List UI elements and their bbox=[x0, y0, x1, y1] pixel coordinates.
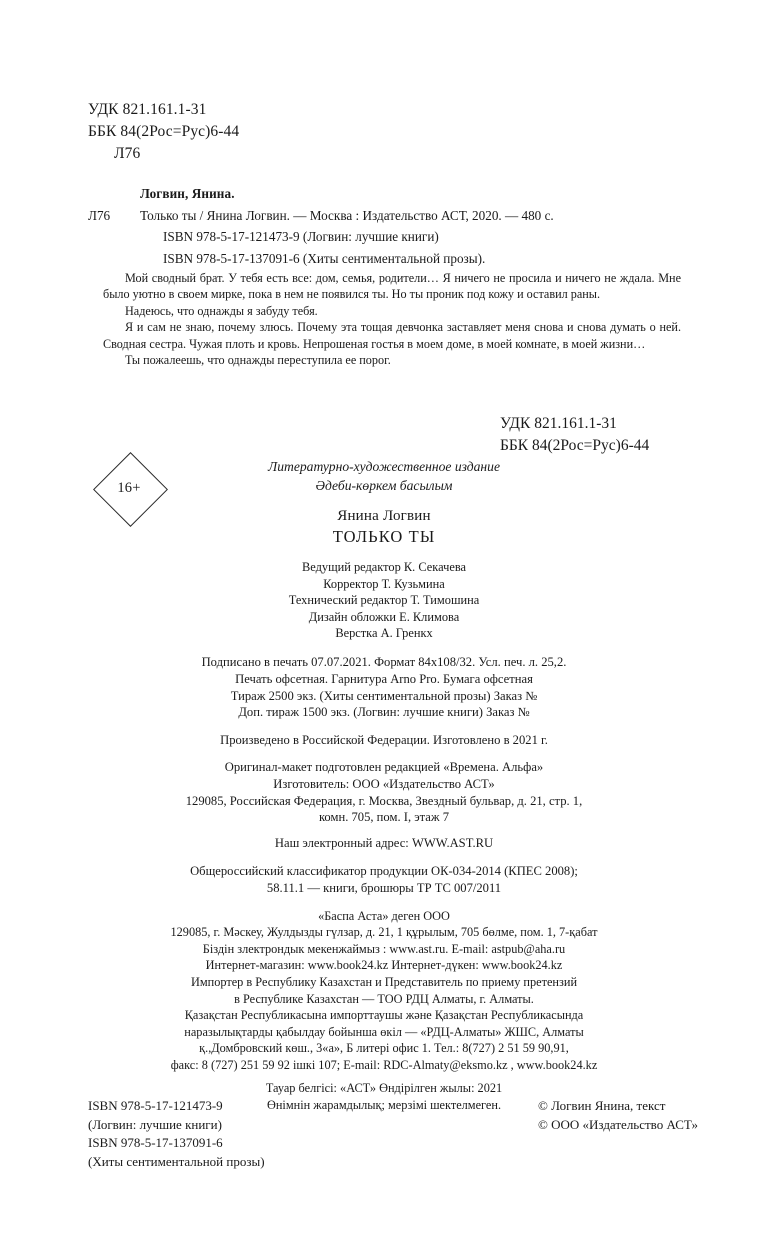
trademark-line: Тауар белгісі: «АСТ» Өндірілген жылы: 2021 bbox=[265, 1081, 503, 1096]
credit-line: Верстка А. Гренкх bbox=[335, 626, 433, 641]
kz-line: «Баспа Аста» деген ООО bbox=[318, 908, 450, 923]
classification-block-repeat bbox=[500, 413, 649, 457]
kz-line: Біздін злектрондык мекенжаймыз : www.ast.ru. E-mail: astpub@aha.ru bbox=[202, 941, 566, 956]
edition-kind-ru: Литературно-художественное издание bbox=[268, 459, 500, 474]
udk-code-repeat: УДК 821.161.1-31 bbox=[500, 415, 617, 432]
product-classifier-block bbox=[0, 863, 768, 897]
print-info-block bbox=[0, 654, 768, 721]
bbk-code-repeat: ББК 84(2Рос=Рус)6-44 bbox=[500, 437, 650, 454]
udk-code-top: УДК 821.161.1-31 bbox=[88, 101, 207, 118]
maker-line: комн. 705, пом. I, этаж 7 bbox=[318, 810, 450, 825]
footer-isbn-series: (Хиты сентиментальной прозы) bbox=[88, 1153, 265, 1169]
copyright-author: © Логвин Янина, текст bbox=[537, 1098, 666, 1113]
bib-description: Только ты / Янина Логвин. — Москва : Издательство АСТ, 2020. — 480 с. bbox=[140, 207, 554, 223]
credit-line: Дизайн обложки Е. Климова bbox=[308, 609, 460, 624]
book-title: ТОЛЬКО ТЫ bbox=[332, 527, 436, 546]
bib-isbn-2: ISBN 978-5-17-137091-6 (Хиты сентиментальной прозы). bbox=[163, 250, 486, 266]
kz-line: Қазақстан Республикасына импорттаушы және Қазақстан Республикасында bbox=[184, 1008, 584, 1023]
age-rating-label: 16+ bbox=[117, 479, 141, 496]
footer-isbn-series: (Логвин: лучшие книги) bbox=[88, 1116, 222, 1132]
credits-list bbox=[0, 559, 768, 642]
copyright-publisher: © ООО «Издательство АСТ» bbox=[537, 1116, 698, 1132]
kz-line: 129085, г. Мәскеу, Жулдызды гүлзар, д. 21, 1 құрылым, 705 бөлме, пом. 1, 7-қабат bbox=[170, 925, 598, 940]
classifier-line: Общероссийский классификатор продукции ОК-034-2014 (КПЕС 2008); bbox=[190, 863, 578, 878]
maker-line: Изготовитель: ООО «Издательство АСТ» bbox=[273, 776, 495, 791]
annotation-paragraph: Я и сам не знаю, почему злюсь. Почему эта тощая девчонка заставляет меня снова и снова думать о ней. Сводная сестра. Чужая плоть и кровь. Непрошеная гостья в моем доме, в моей комнате, в моей жизни… bbox=[103, 320, 681, 351]
print-info-line: Тираж 2500 экз. (Хиты сентиментальной прозы) Заказ № bbox=[230, 688, 538, 703]
maker-line: Оригинал-макет подготовлен редакцией «Времена. Альфа» bbox=[224, 759, 544, 774]
kz-line: в Республике Казахстан — ТОО РДЦ Алматы, г. Алматы. bbox=[234, 991, 534, 1006]
footer-block bbox=[88, 1097, 698, 1171]
edition-kind bbox=[0, 458, 768, 495]
edition-kind-kz: Әдеби-көркем басылым bbox=[315, 477, 453, 493]
classifier-line: 58.11.1 — книги, брошюры ТР ТС 007/2011 bbox=[266, 880, 502, 895]
footer-copyright-list bbox=[538, 1097, 698, 1134]
website-line: Наш электронный адрес: WWW.AST.RU bbox=[274, 836, 494, 851]
footer-isbn-line: ISBN 978-5-17-121473-9 bbox=[88, 1098, 223, 1113]
bib-author-heading: Логвин, Янина. bbox=[140, 186, 235, 201]
kz-line: Импортер в Республику Казахстан и Представитель по приему претензий bbox=[190, 974, 578, 989]
print-info-line: Подписано в печать 07.07.2021. Формат 84х108/32. Усл. печ. л. 25,2. bbox=[201, 654, 567, 669]
book-author: Янина Логвин bbox=[337, 508, 431, 524]
bbk-code-top: ББК 84(2Рос=Рус)6-44 bbox=[88, 123, 240, 140]
maker-block bbox=[0, 759, 768, 826]
print-info-line: Печать офсетная. Гарнитура Arno Pro. Бумага офсетная bbox=[235, 671, 533, 686]
annotation-paragraph: Мой сводный брат. У тебя есть все: дом, семья, родители… Я ничего не просила и ничего не ждала. Мне было уютно в своем мирке, пока в нем не появился ты. Но ты проник под кожу и оставил раны. bbox=[103, 271, 681, 302]
credit-line: Ведущий редактор К. Секачева bbox=[301, 560, 467, 574]
annotation-text bbox=[103, 270, 681, 368]
imprint-block bbox=[0, 458, 768, 1114]
kazakhstan-block bbox=[0, 908, 768, 1074]
kz-line: факс: 8 (727) 251 59 92 ішкі 107; E-mail: RDC-Almaty@eksmo.kz , www.book24.kz bbox=[170, 1057, 598, 1072]
footer-isbn-list bbox=[88, 1097, 265, 1171]
bib-shelf-code: Л76 bbox=[88, 207, 111, 223]
credit-line: Технический редактор Т. Тимошина bbox=[288, 593, 480, 608]
kz-line: қ.,Домбровский көш., 3«а», Б литері офис 1. Тел.: 8(727) 2 51 59 90,91, bbox=[199, 1041, 569, 1056]
shelf-life-line: Өнімнін жарамдылық; мерзімі шектелмеген. bbox=[266, 1098, 502, 1113]
credit-line: Корректор Т. Кузьмина bbox=[323, 576, 445, 591]
kz-line: наразылықтарды қабылдау бойынша өкіл — «РДЦ-Алматы» ЖШС, Алматы bbox=[184, 1024, 584, 1039]
annotation-paragraph: Надеюсь, что однажды я забуду тебя. bbox=[125, 303, 318, 318]
maker-line: 129085, Российская Федерация, г. Москва, Звездный бульвар, д. 21, стр. 1, bbox=[185, 793, 583, 808]
title-block bbox=[0, 506, 768, 548]
annotation-paragraph: Ты пожалеешь, что однажды переступила ее порог. bbox=[125, 353, 391, 368]
shelf-code-top: Л76 bbox=[114, 145, 141, 162]
bib-isbn-1: ISBN 978-5-17-121473-9 (Логвин: лучшие книги) bbox=[163, 229, 439, 244]
production-country-line: Произведено в Российской Федерации. Изготовлено в 2021 г. bbox=[220, 733, 548, 748]
bib-description-row bbox=[88, 206, 688, 226]
classification-block-top bbox=[88, 99, 239, 165]
footer-isbn-line: ISBN 978-5-17-137091-6 bbox=[88, 1135, 223, 1151]
kz-line: Интернет-магазин: www.book24.kz Интернет-дүкен: www.book24.kz bbox=[205, 958, 563, 973]
print-info-line: Доп. тираж 1500 экз. (Логвин: лучшие книги) Заказ № bbox=[238, 705, 530, 720]
bibliographic-record bbox=[88, 184, 688, 268]
